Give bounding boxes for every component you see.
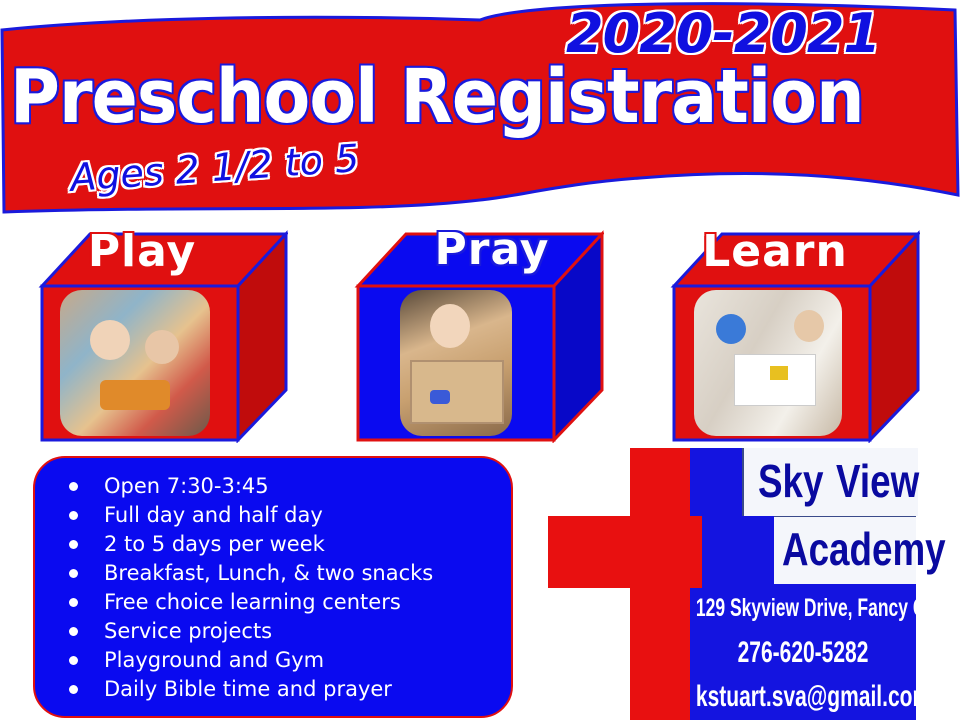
features-list-box <box>33 456 513 718</box>
bullet-icon <box>69 598 78 607</box>
logo-text-view: View <box>836 455 920 507</box>
logo-tile <box>690 448 742 516</box>
bullet-icon <box>69 482 78 491</box>
child-praying-photo <box>400 290 512 436</box>
list-item: Free choice learning centers <box>69 588 511 617</box>
logo-text-academy: Academy <box>782 523 946 575</box>
pray-label: Pray <box>434 224 550 275</box>
play-label: Play <box>87 226 197 277</box>
learn-label: Learn <box>702 226 848 277</box>
children-learning-photo <box>694 290 842 436</box>
year-label: 2020-2021 <box>566 2 880 65</box>
list-item: Service projects <box>69 617 511 646</box>
logo-text-sky: Sky <box>758 455 824 507</box>
bullet-icon <box>69 569 78 578</box>
pray-cube <box>354 224 604 443</box>
learn-cube <box>670 228 920 443</box>
list-item: Breakfast, Lunch, & two snacks <box>69 559 511 588</box>
ages-label: Ages 2 1/2 to 5 <box>68 135 361 201</box>
list-item: 2 to 5 days per week <box>69 530 511 559</box>
bullet-icon <box>69 627 78 636</box>
play-cube <box>38 228 288 443</box>
features-list <box>35 458 511 704</box>
address-text: 129 Skyview Drive, Fancy Gap <box>695 594 947 622</box>
list-item: Daily Bible time and prayer <box>69 675 511 704</box>
academy-logo <box>548 448 947 720</box>
logo-tile <box>702 516 774 584</box>
phone-text: 276-620-5282 <box>737 636 869 669</box>
list-item: Playground and Gym <box>69 646 511 675</box>
list-item: Full day and half day <box>69 501 511 530</box>
contact-panel <box>690 588 947 720</box>
children-playing-photo <box>60 290 210 436</box>
page-title: Preschool Registration <box>10 54 864 140</box>
bullet-icon <box>69 685 78 694</box>
bullet-icon <box>69 656 78 665</box>
list-item: Open 7:30-3:45 <box>69 472 511 501</box>
email-link[interactable]: kstuart.sva@gmail.com <box>695 680 932 713</box>
bullet-icon <box>69 540 78 549</box>
bullet-icon <box>69 511 78 520</box>
